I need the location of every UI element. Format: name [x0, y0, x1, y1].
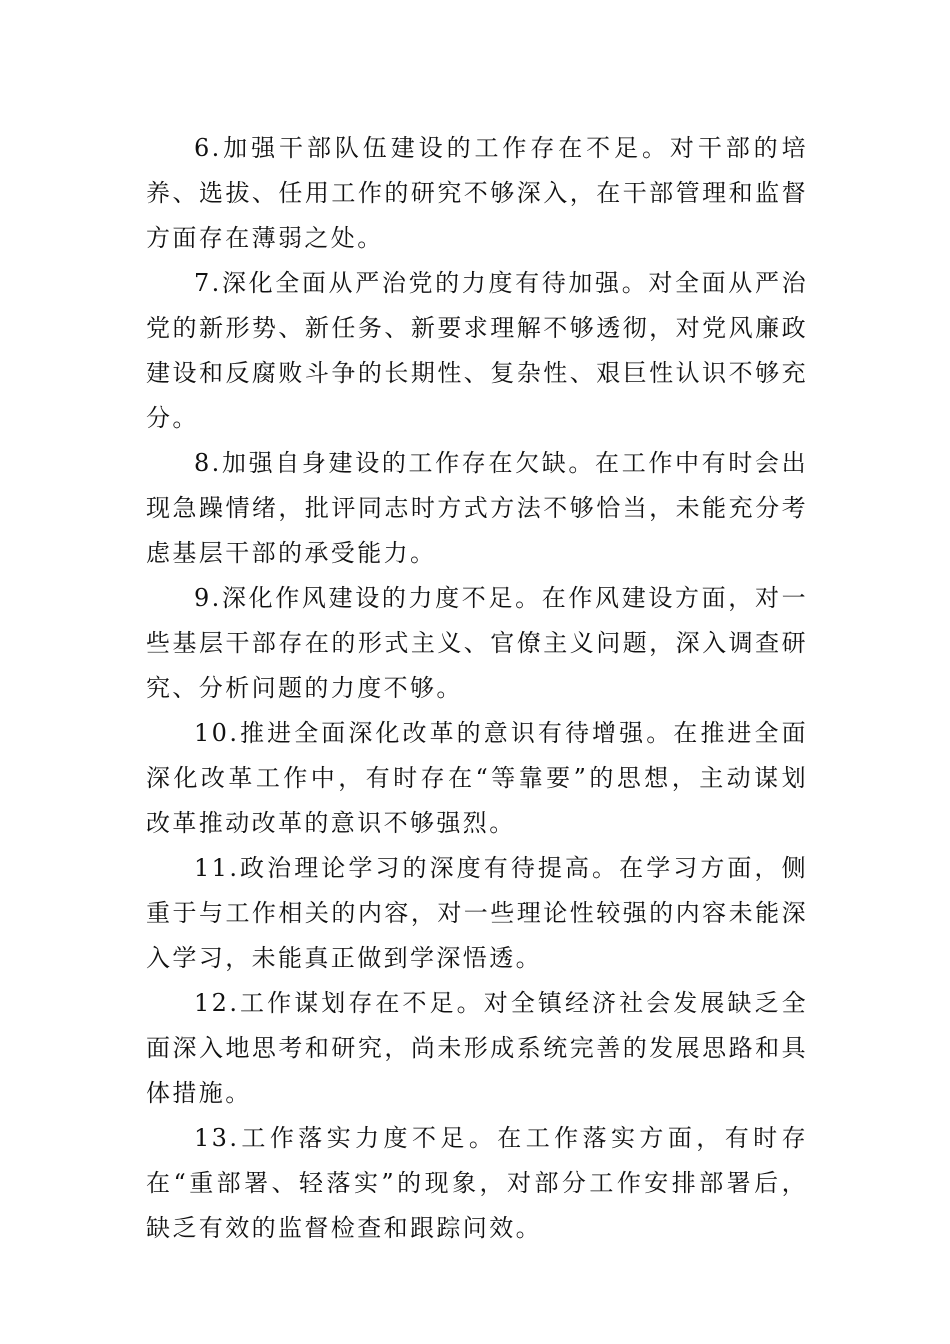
paragraph-item-11: 11.政治理论学习的深度有待提高。在学习方面，侧重于与工作相关的内容，对一些理论性较强的内容未能深入学习，未能真正做到学深悟透。	[146, 854, 808, 972]
paragraph-item-8: 8.加强自身建设的工作存在欠缺。在工作中有时会出现急躁情绪，批评同志时方式方法不够恰当，未能充分考虑基层干部的承受能力。	[146, 449, 808, 567]
paragraph-item-12: 12.工作谋划存在不足。对全镇经济社会发展缺乏全面深入地思考和研究，尚未形成系统完善的发展思路和具体措施。	[146, 989, 808, 1107]
paragraph-item-10: 10.推进全面深化改革的意识有待增强。在推进全面深化改革工作中，有时存在“等靠要”的思想，主动谋划改革推动改革的意识不够强烈。	[146, 719, 808, 837]
document-body	[146, 126, 808, 1251]
paragraph-item-6: 6.加强干部队伍建设的工作存在不足。对干部的培养、选拔、任用工作的研究不够深入，在干部管理和监督方面存在薄弱之处。	[146, 134, 808, 252]
paragraph-item-7: 7.深化全面从严治党的力度有待加强。对全面从严治党的新形势、新任务、新要求理解不够透彻，对党风廉政建设和反腐败斗争的长期性、复杂性、艰巨性认识不够充分。	[146, 269, 808, 432]
paragraph-item-9: 9.深化作风建设的力度不足。在作风建设方面，对一些基层干部存在的形式主义、官僚主义问题，深入调查研究、分析问题的力度不够。	[146, 584, 808, 702]
paragraph-item-13: 13.工作落实力度不足。在工作落实方面，有时存在“重部署、轻落实”的现象，对部分工作安排部署后，缺乏有效的监督检查和跟踪问效。	[146, 1124, 808, 1242]
